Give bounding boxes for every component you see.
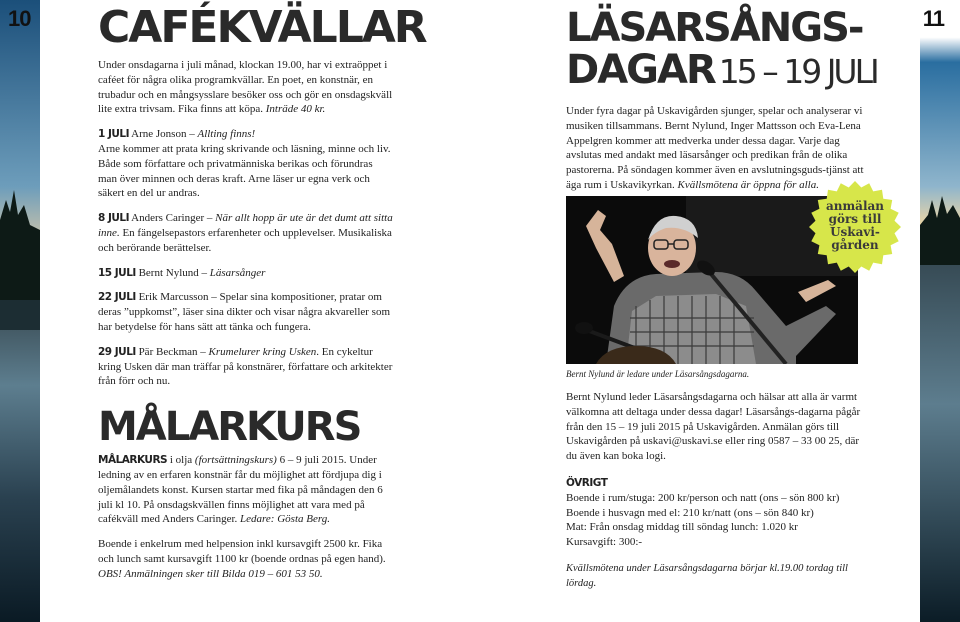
event-1	[98, 127, 394, 201]
event-text: Arne kommer att prata kring skrivande och läsning, minne och liv. Både som författare och privatmänniska berikas och förundras man över minnen och deras kraft. Arne läser ur egna verk och säkert en del ur andras.	[98, 142, 391, 200]
photo-caption	[566, 368, 858, 380]
course-description	[98, 453, 394, 527]
closing-note: Kvällsmötena under Läsarsångsdagarna börjar kl.19.00 tordag till lördag.	[566, 562, 848, 589]
badge-line-2: görs till	[828, 212, 882, 226]
other-line-4: Kursavgift: 300:-	[566, 536, 643, 549]
cafe-evenings-title: CAFÉKVÄLLAR	[98, 2, 426, 53]
right-header	[566, 5, 877, 93]
lake-photo-strip-right	[920, 0, 960, 622]
event-title: Läsarsånger	[209, 266, 266, 279]
course-registration-note: OBS! Anmälningen sker till Bilda 019 – 601 53 50.	[98, 567, 323, 580]
song-days-body: Bernt Nylund leder Läsarsångsdagarna och hälsar att alla är varmt välkomna att deltaga under dessa dagar! Läsarsångs-dagarna pågår från den 15 – 19 juli 2015 på Uskavigården. Anmälan görs till Uskavigården på uskavi@uskavi.se eller ring 0587 – 33 00 25, där du även kan boka logi.	[566, 391, 861, 463]
course-prices	[98, 537, 394, 581]
event-person: Arne Jonson –	[131, 128, 198, 141]
song-days-title-line1: LÄSARSÅNGS-	[566, 5, 863, 51]
course-leader: Ledare: Gösta Berg.	[240, 513, 330, 526]
cafe-intro	[98, 58, 394, 117]
course-label: MÅLARKURS	[98, 454, 168, 467]
event-person: Anders Caringer –	[131, 212, 216, 225]
event-text: Spelar sina kompositioner, pratar om deras ”uppkomst”, läser sina dikter och visar några akvareller som har betydelse för hans sätt att tänka och fungera.	[98, 291, 391, 333]
event-title: Krumelurer kring Usken	[208, 345, 317, 358]
other-line-3: Mat: Från onsdag middag till söndag lunch: 1.020 kr	[566, 521, 798, 534]
event-date: 22 JULI	[98, 291, 136, 304]
cafe-intro-text: Under onsdagarna i juli månad, klockan 19.00, har vi extraöppet i caféet för några olika programkvällar. En poet, en konstnär, en trubadur och en mångsysslare besöker oss och gör en onsdagskväll lite extra trivsam. Fika finns att köpa.	[98, 59, 393, 116]
course-text-a: i olja	[167, 454, 195, 467]
right-body	[566, 390, 866, 592]
registration-badge	[808, 180, 902, 274]
evening-meetings-note: Kvällsmötena är öppna för alla.	[677, 178, 819, 191]
badge-line-3: Uskavi-	[830, 225, 880, 239]
song-days-intro-text: Under fyra dagar på Uskavigården sjunger, spelar och analyserar vi musiken tillsammans. Bernt Nylund, Inger Mattsson och Eva-Lena Appelgren kommer att medverka under dessa dagar. Varje dag avslutas med andakt med läsarsånger och predikan från de olika pastorerna. På söndagen kommer även en avslutningsguds-tjänst att äga rum i Uskavikyrkan.	[566, 105, 864, 191]
event-date: 15 JULI	[98, 266, 136, 279]
left-column	[98, 2, 426, 582]
event-date: 1 JULI	[98, 128, 129, 141]
event-title: När allt hopp är ute är det dumt att sitta inne.	[98, 212, 393, 239]
event-date: 8 JULI	[98, 212, 129, 225]
event-3	[98, 266, 394, 281]
cafe-entry-fee: Inträde 40 kr.	[265, 103, 326, 116]
badge-line-4: gården	[831, 238, 879, 252]
song-days-dates: 15 – 19 JULI	[718, 52, 877, 91]
event-person: Pär Beckman –	[138, 345, 209, 358]
event-person: Bernt Nylund –	[138, 266, 210, 279]
photo-caption-text: Bernt Nylund är ledare under Läsarsångsdagarna.	[566, 369, 750, 379]
event-date: 29 JULI	[98, 345, 136, 358]
event-person: Erik Marcusson –	[138, 291, 220, 304]
other-line-2: Boende i husvagn med el: 210 kr/natt (ons – sön 840 kr)	[566, 506, 814, 519]
page-number-left: 10	[8, 6, 31, 31]
page-number-right: 11	[922, 6, 944, 31]
course-text-c: 6 – 9 juli 2015. Under ledning av en erfaren konstnär får du möjlighet att fördjupa dig i oljemålandets konst. Kursen startar med fika på måndagen den 6 juli kl 10. På onsdagskvällen finns möjlighet att vara med på cafékväll med Anders Caringer.	[98, 454, 383, 526]
song-days-title-line2: DAGAR	[566, 47, 715, 93]
event-text: En fängelsepastors erfarenheter och upplevelser. Musikaliska och berörande berättelser.	[98, 226, 392, 254]
event-text: . En cykeltur kring Usken där man träffar på konstnärer, författare och arkitekter från förr och nu.	[98, 345, 393, 388]
other-heading: ÖVRIGT	[566, 476, 608, 489]
badge-line-1: anmälan	[825, 199, 885, 213]
other-info	[566, 476, 866, 550]
event-5	[98, 345, 394, 389]
course-type: (fortsättningskurs)	[194, 454, 277, 467]
event-2	[98, 211, 394, 255]
course-price-text: Boende i enkelrum med helpension inkl kursavgift 2500 kr. Fika och lunch samt kursavgift 1100 kr (boende ordnas på egen hand).	[98, 538, 386, 565]
event-4	[98, 290, 394, 334]
event-title: Allting finns!	[197, 128, 256, 141]
painting-course-title: MÅLARKURS	[98, 404, 361, 451]
other-line-1: Boende i rum/stuga: 200 kr/person och natt (ons – sön 800 kr)	[566, 491, 840, 504]
lake-photo-strip-left	[0, 0, 40, 622]
